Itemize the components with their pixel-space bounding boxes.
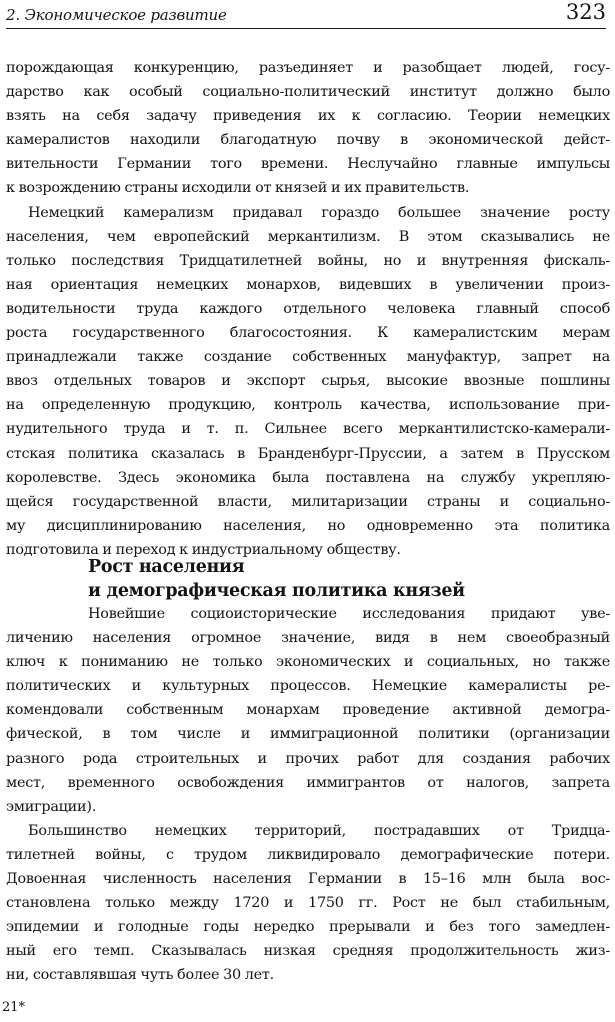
text-line: подготовила и переход к индустриальному обществу. [6,541,401,558]
text-line: комендовали собственным монархам проведение активной демогра- [6,702,610,719]
text-line: принадлежали также создание собственных мануфактур, запрет на [6,349,610,366]
text-line: на определенную продукцию, контроль качества, использование при- [6,397,610,414]
text-line: мест, временного освобождения иммигрантов от налогов, запрета [6,774,610,791]
text-line: тилетней войны, с трудом ликвидировало демографические потери. [6,846,610,863]
text-line: стская политика сказалась в Бранденбург-Пруссии, а затем в Прусском [6,445,610,462]
text-line: к возрождению страны исходили от князей и их правительств. [6,180,470,197]
paragraph [6,201,610,562]
paragraph [6,819,610,988]
text-line: ввоз отдельных товаров и экспорт сырья, высокие ввозные пошлины [6,373,610,390]
text-line: му дисциплинированию населения, но одновременно эта политика [6,517,610,534]
printer-signature-mark: 21* [2,1000,26,1015]
text-line: ключ к пониманию не только экономических и социальных, но также [6,654,610,671]
text-line: Большинство немецких территорий, пострадавших от Тридца- [28,822,610,839]
paragraph [6,56,610,201]
paragraph [6,602,610,819]
text-line: ный его темп. Сказывалась низкая средняя продолжительность жиз- [6,943,610,960]
text-line: фической, в том числе и иммиграционной политики (организации [6,726,610,743]
text-line: личению населения огромное значение, видя в нем своеобразный [6,630,610,647]
text-line: населения, чем европейский меркантилизм. В этом сказывались не [6,228,610,245]
page-number: 323 [565,0,606,24]
text-line: нудительного труда и т. п. Сильнее всего меркантилистско-камерали- [6,421,610,438]
text-line: ни, составлявшая чуть более 30 лет. [6,967,274,984]
text-block-bottom [6,602,610,988]
subsection-heading [88,555,588,603]
section-title: 2. Экономическое развитие [6,6,227,24]
text-line: эпидемии и голодные годы нередко прерывали и без того замедлен- [6,919,610,936]
text-line: вительности Германии того времени. Неслучайно главные импульсы [6,156,610,173]
running-header [6,0,606,29]
text-line: эмиграции). [6,798,97,815]
text-line: Довоенная численность населения Германии в 15–16 млн была вос- [6,871,610,888]
text-line: водительности труда каждого отдельного человека главный способ [6,300,610,317]
text-line: Немецкий камерализм придавал гораздо большее значение росту [28,204,610,221]
text-line: камералистов находили благодатную почву в экономической дейст- [6,132,610,149]
text-line: порождающая конкуренцию, разъединяет и разобщает людей, госу- [6,60,610,76]
text-line: становлена только между 1720 и 1750 гг. Рост не был стабильным, [6,895,610,912]
heading-line-1: Рост населения [88,557,245,577]
text-line: щейся государственной власти, милитаризации страны и социально- [6,493,610,510]
text-line: только последствия Тридцатилетней войны, но и внутренняя фискаль- [6,252,610,269]
text-line: ная ориентация немецких монархов, видевших в увеличении произ- [6,276,610,293]
text-line: роста государственного благосостояния. К камералистским мерам [6,325,610,342]
text-line: королевстве. Здесь экономика была поставлена на службу укрепляю- [6,469,610,486]
text-line: разного рода строительных и прочих работ для создания рабочих [6,750,610,767]
text-block-top [6,56,610,562]
heading-line-2: и демографическая политика князей [88,581,465,601]
text-line: политических и культурных процессов. Немецкие камералисты ре- [6,678,610,695]
text-line: взять на себя задачу приведения их к согласию. Теории немецких [6,108,610,125]
text-line: Новейшие социоисторические исследования придают уве- [88,606,610,622]
text-line: дарство как особый социально-политический институт должно было [6,84,610,101]
